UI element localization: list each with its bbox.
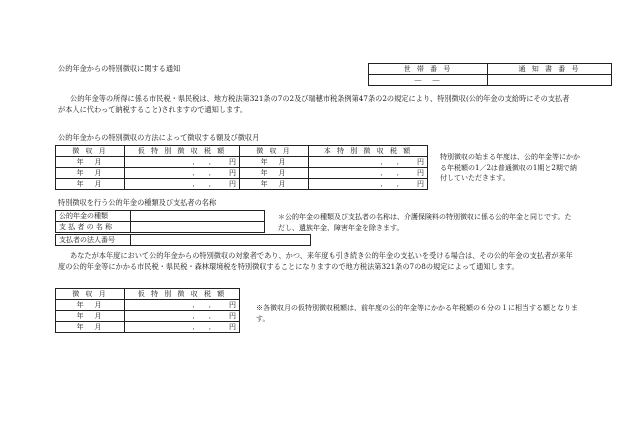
payer-corporate-number-value [131, 235, 311, 246]
table-row [56, 179, 428, 190]
yen-label: 円 [229, 323, 236, 331]
amount-cell: , , 円 [125, 157, 240, 168]
pension-type-value [131, 211, 265, 222]
amount-cell: , , 円 [125, 311, 240, 322]
yen-label: 円 [417, 180, 424, 188]
table-row [56, 222, 265, 233]
month-cell: 年 月 [240, 168, 309, 179]
next-year-paragraph: あなたが本年度において公的年金からの特別徴収の対象者であり、かつ、来年度も引き続き公的年金の支払いを受ける場合は、その公的年金の支払者が来年度の公的年金等にかかる市民税・県民税・森林環境税を特別徴収することになりますので地方税法第321条の7の8の規定によって通知します。 [58, 251, 573, 271]
payer-corporate-number-label: 支払者の法人番号 [56, 235, 131, 246]
month-cell: 年 月 [240, 157, 309, 168]
yen-label: 円 [417, 158, 424, 166]
table-row [56, 235, 311, 246]
amount-cell: , , 円 [309, 157, 428, 168]
table-row [56, 168, 428, 179]
amount-cell: , , 円 [309, 179, 428, 190]
next-year-provisional-table [55, 288, 240, 333]
header-collection-month-1: 徴 収 月 [56, 146, 125, 157]
payer-name-label: 支 払 者 の 名 称 [56, 222, 131, 233]
amount-cell: , , 円 [125, 300, 240, 311]
month-cell: 年 月 [56, 157, 125, 168]
month-cell: 年 月 [56, 179, 125, 190]
month-cell: 年 月 [240, 179, 309, 190]
household-number-label: 世 帯 番 号 [369, 64, 488, 75]
header-collection-month-3: 徴 収 月 [56, 289, 125, 300]
yen-label: 円 [417, 169, 424, 177]
table-row [56, 211, 265, 222]
pension-payer-table [55, 210, 265, 233]
section1-title: 公的年金からの特別徴収の方法によって徴収する額及び徴収月 [58, 133, 260, 142]
notice-number-label: 通 知 書 番 号 [488, 64, 612, 75]
section2-note: ＊公的年金の種類及び支払者の名称は、介護保険料の特別徴収に係る公的年金と同じです。ただし、遺族年金、障害年金を除きます。 [278, 213, 572, 232]
month-cell: 年 月 [56, 322, 125, 333]
yen-label: 円 [229, 312, 236, 320]
table-row [56, 300, 240, 311]
table-row [56, 157, 428, 168]
amount-cell: , , 円 [125, 168, 240, 179]
payer-corporate-number-table [55, 234, 311, 246]
section3-note: ※各徴収月の仮特別徴収税額は、前年度の公的年金等にかかる年税額の６分の１に相当する額となります。 [256, 304, 578, 323]
page-title: 公的年金からの特別徴収に関する通知 [58, 64, 181, 73]
header-collection-month-2: 徴 収 月 [240, 146, 309, 157]
month-cell: 年 月 [56, 311, 125, 322]
notice-number-value [488, 75, 612, 86]
header-main-tax: 本 特 別 徴 収 税 額 [309, 146, 428, 157]
amount-cell: , , 円 [309, 168, 428, 179]
table-row [56, 311, 240, 322]
section2-title: 特別徴収を行う公的年金の種類及び支払者の名称 [58, 198, 217, 207]
month-cell: 年 月 [56, 168, 125, 179]
section1-note: 特別徴収の始まる年度は、公的年金等にかかる年税額の1／2は普通徴収の1期と2期で納付していただきます。 [440, 153, 580, 182]
table-row [56, 322, 240, 333]
yen-label: 円 [229, 301, 236, 309]
yen-label: 円 [229, 158, 236, 166]
household-number-value: ― ― [369, 75, 488, 86]
yen-label: 円 [229, 169, 236, 177]
amount-cell: , , 円 [125, 179, 240, 190]
special-collection-table [55, 145, 428, 190]
intro-paragraph: 公的年金等の所得に係る市民税・県民税は、地方税法第321条の7の2及び瑞穂市税条例第47条の2の規定により、特別徴収(公的年金の支給時にその支払者が本人に代わって納税すること)されますので通知します。 [58, 94, 570, 114]
yen-label: 円 [229, 180, 236, 188]
header-provisional-tax-next: 仮 特 別 徴 収 税 額 [125, 289, 240, 300]
payer-name-value [131, 222, 265, 233]
pension-type-label: 公的年金の種類 [56, 211, 131, 222]
amount-cell: , , 円 [125, 322, 240, 333]
month-cell: 年 月 [56, 300, 125, 311]
header-provisional-tax: 仮 特 別 徴 収 税 額 [125, 146, 240, 157]
header-number-table [368, 63, 612, 86]
